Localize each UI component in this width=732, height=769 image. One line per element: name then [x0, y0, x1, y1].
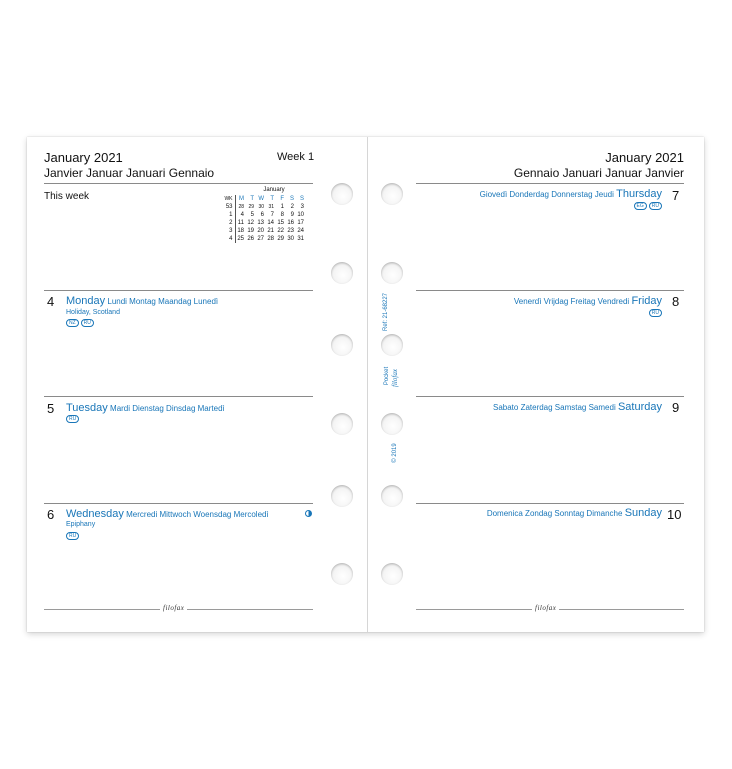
- right-month-title: January 2021: [605, 150, 684, 165]
- day-name-translations: Mercredi Mittwoch Woensdag Mercoledì: [126, 510, 269, 519]
- day-name-monday: [66, 295, 218, 307]
- holiday-badges: [66, 415, 79, 423]
- moon-phase-icon: [305, 510, 312, 517]
- mini-day-cell: 3: [300, 204, 304, 210]
- mini-day-cell: 22: [277, 228, 284, 234]
- day-name-translations: Lundi Montag Maandag Lunedì: [107, 297, 219, 306]
- mini-header-cell: F: [280, 196, 284, 202]
- day-name-friday: [514, 295, 662, 307]
- day-name-sunday: [487, 507, 662, 519]
- ref-code: Ref: 21-68227: [383, 292, 389, 332]
- week-number-label: Week 1: [277, 151, 315, 163]
- mini-header-cell: M: [239, 196, 244, 202]
- mini-day-cell: 25: [237, 236, 244, 242]
- left-month-title: January 2021: [44, 150, 123, 165]
- mini-day-cell: 13: [257, 220, 264, 226]
- day-name-primary: Monday: [66, 295, 106, 307]
- day-name-primary: Thursday: [616, 188, 662, 200]
- mini-calendar-row: [223, 219, 305, 227]
- mini-day-cell: 15: [277, 220, 284, 226]
- day-number-tuesday: 5: [47, 401, 55, 416]
- mini-day-cell: 8: [280, 212, 284, 218]
- mini-day-cell: 12: [247, 220, 254, 226]
- day-name-translations: Venerdì Vrijdag Freitag Vendredi: [513, 297, 630, 306]
- country-badge: RU: [66, 532, 79, 540]
- day-note: Holiday, Scotland: [66, 309, 120, 316]
- country-badge: EG: [634, 202, 647, 210]
- mini-day-cell: 28: [267, 236, 274, 242]
- mini-day-cell: 7: [270, 212, 274, 218]
- punch-hole: [331, 262, 353, 284]
- size-label: Pocket: [384, 366, 390, 386]
- mini-day-cell: 28: [238, 204, 244, 210]
- day-rule: [416, 396, 684, 397]
- mini-day-cell: 29: [277, 236, 284, 242]
- mini-day-cell: 16: [287, 220, 294, 226]
- country-badge: NZ: [66, 319, 79, 327]
- mini-day-cell: 17: [297, 220, 304, 226]
- filofax-logo: filofax: [532, 604, 559, 612]
- day-name-translations: Domenica Zondag Sonntag Dimanche: [486, 509, 623, 518]
- this-week-label: This week: [44, 191, 90, 202]
- punch-hole: [331, 334, 353, 356]
- country-badge: RU: [81, 319, 94, 327]
- day-name-translations: Sabato Zaterdag Samstag Samedi: [492, 403, 616, 412]
- country-badge: RU: [649, 309, 662, 317]
- country-badge: RU: [66, 415, 79, 423]
- holiday-badges: [649, 309, 662, 317]
- mini-day-cell: 2: [290, 204, 294, 210]
- mini-header-cell: T: [250, 196, 254, 202]
- mini-week-number: 4: [223, 235, 235, 243]
- mini-day-cell: 5: [250, 212, 254, 218]
- mini-week-number: 3: [223, 227, 235, 235]
- page-divider: [367, 137, 368, 632]
- punch-hole: [331, 485, 353, 507]
- mini-day-cell: 18: [237, 228, 244, 234]
- mini-day-cell: 27: [257, 236, 264, 242]
- mini-day-cell: 26: [247, 236, 254, 242]
- mini-day-cell: 9: [290, 212, 294, 218]
- mini-calendar-grid: [223, 195, 305, 243]
- header-rule: [416, 183, 684, 184]
- day-name-saturday: [493, 401, 662, 413]
- mini-week-number: 2: [223, 219, 235, 227]
- mini-week-number: 53: [223, 203, 235, 211]
- punch-hole: [381, 183, 403, 205]
- mini-day-cell: 24: [297, 228, 304, 234]
- copyright-text: © 2019: [392, 443, 398, 463]
- day-number-wednesday: 6: [47, 507, 55, 522]
- mini-day-cell: 6: [260, 212, 264, 218]
- day-rule: [44, 503, 313, 504]
- mini-calendar-title: January: [263, 187, 285, 193]
- mini-day-cell: 29: [248, 204, 254, 210]
- header-rule: [44, 183, 313, 184]
- day-note: Epiphany: [66, 521, 96, 528]
- mini-week-number: 1: [223, 211, 235, 219]
- day-name-wednesday: [66, 508, 269, 520]
- mini-day-cell: 31: [268, 204, 274, 210]
- day-name-translations: Mardi Dienstag Dinsdag Martedì: [110, 404, 225, 413]
- holiday-badges: [66, 319, 94, 327]
- day-name-primary: Saturday: [617, 401, 662, 413]
- mini-day-cell: 20: [257, 228, 264, 234]
- day-name-primary: Friday: [631, 295, 662, 307]
- planner-spread: [27, 137, 704, 632]
- day-rule: [44, 290, 313, 291]
- punch-hole: [331, 183, 353, 205]
- mini-day-cell: 14: [267, 220, 274, 226]
- day-name-primary: Sunday: [624, 507, 662, 519]
- mini-header-cell: WK: [223, 195, 235, 203]
- punch-hole: [381, 563, 403, 585]
- day-name-thursday: [480, 188, 662, 200]
- day-number-saturday: 9: [672, 400, 680, 415]
- mini-day-cell: 1: [280, 204, 284, 210]
- mini-calendar-row: [223, 211, 305, 219]
- mini-header-cell: S: [299, 196, 304, 202]
- holiday-badges: [66, 532, 79, 540]
- spine-filofax-logo: filofax: [391, 369, 399, 387]
- mini-calendar: [223, 187, 313, 243]
- mini-day-cell: 19: [247, 228, 254, 234]
- mini-day-cell: 10: [297, 212, 304, 218]
- punch-hole: [381, 262, 403, 284]
- country-badge: RU: [649, 202, 662, 210]
- mini-day-cell: 11: [237, 220, 244, 226]
- day-name-translations: Giovedì Donderdag Donnerstag Jeudi: [479, 190, 614, 199]
- day-rule: [416, 290, 684, 291]
- punch-hole: [381, 485, 403, 507]
- mini-day-cell: 30: [258, 204, 264, 210]
- day-number-sunday: 10: [667, 507, 682, 522]
- day-number-thursday: 7: [672, 188, 680, 203]
- mini-day-cell: 31: [297, 236, 304, 242]
- mini-header-cell: W: [258, 196, 264, 202]
- day-name-tuesday: [66, 402, 225, 414]
- day-name-primary: Tuesday: [66, 402, 108, 414]
- right-month-translations: Gennaio Januari Januar Janvier: [513, 166, 684, 180]
- day-rule: [44, 396, 313, 397]
- mini-calendar-row: [223, 203, 305, 211]
- punch-hole: [331, 413, 353, 435]
- mini-header-cell: T: [270, 196, 274, 202]
- mini-day-cell: 23: [287, 228, 294, 234]
- holiday-badges: [634, 202, 662, 210]
- punch-hole: [331, 563, 353, 585]
- mini-header-cell: S: [289, 196, 294, 202]
- day-rule: [416, 503, 684, 504]
- mini-calendar-row: [223, 235, 305, 243]
- mini-day-cell: 4: [240, 212, 244, 218]
- left-month-translations: Janvier Januar Januari Gennaio: [44, 166, 215, 180]
- mini-day-cell: 30: [287, 236, 294, 242]
- mini-calendar-row: [223, 227, 305, 235]
- day-name-primary: Wednesday: [66, 508, 124, 520]
- mini-day-cell: 21: [267, 228, 274, 234]
- mini-calendar-header: [223, 195, 305, 203]
- filofax-logo: filofax: [160, 604, 187, 612]
- day-number-monday: 4: [47, 294, 55, 309]
- day-number-friday: 8: [672, 294, 680, 309]
